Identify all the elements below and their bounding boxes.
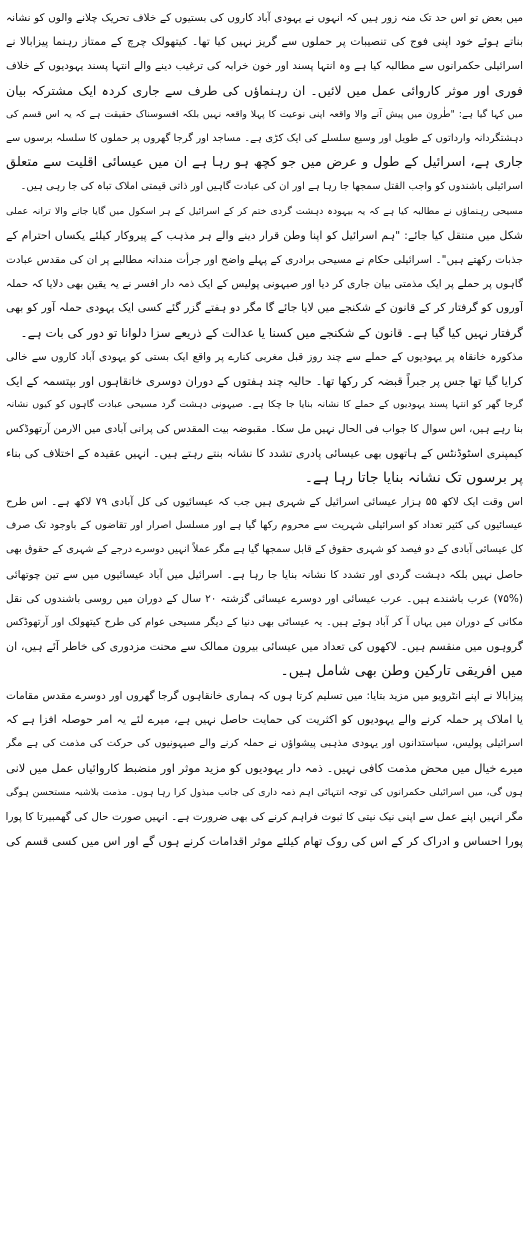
text-line: میں بعض تو اس حد تک منہ زور ہیں کہ انہوں نے یہودی آباد کاروں کی بستیوں کے خلاف تحریک چلانے والوں کو نشانہ [6,12,523,24]
text-line: آوروں کو گرفتار کر کے قانون کے شکنجے میں لایا جائے گا مگر دو ہفتے گزر گئے کسی ایک یہودی حملہ آور کو بھی [6,301,523,315]
article-paragraph [6,345,523,490]
text-line: گرجا گھر کو انتہا پسند یہودیوں کے حملے کا نشانہ بنایا جا چکا ہے۔ صیہونی دہشت گرد مسیحی عبادت گاہوں کو کیوں نشانہ [6,399,523,411]
text-line: میں کہا گیا ہے: "طٰرون میں پیش آنے والا واقعہ اپنی نوعیت کا پہلا واقعہ نہیں بلکہ افسوسناک حقیقت ہے کہ یہ اس قسم کی [6,108,523,120]
text-line: کرایا گیا تھا جس پر جبراً قبضہ کر رکھا تھا۔ حالیہ چند ہفتوں کے دوران دوسری خانقاہوں اور بپتسمہ کے ایک [6,374,523,389]
text-line: فوری اور موثر کاروائی عمل میں لائیں۔ ان رہنماؤں کی طرف سے جاری کردہ ایک مشترکہ بیان [6,82,523,98]
text-line: میں افریقی تارکین وطن بھی شامل ہیں۔ [280,663,523,680]
text-line: (۷۵%) عرب باشندے ہیں۔ عرب عیسائی اور دوسرے عیسائی گزشتہ ۲۰ سال کے دوران میں روسی باشندوں کی نقل [6,592,523,605]
text-line: ہوں گی، میں اسرائیلی حکمرانوں کی توجہ انتہائی اہم ذمہ داری کی جانب مبذول کرا رہا ہوں۔ مذمت بلاشبہ مستحسن ہوگی [6,786,523,798]
text-line: کیمپنری اسٹوڈنٹس کے ہاتھوں بھی عیسائی پادری تشدد کا نشانہ بنتے رہتے ہیں۔ انہیں عقیدہ کے اختلاف کی بناء [6,446,523,460]
text-line: پیزابالا نے اپنے انٹرویو میں مزید بتایا: میں تسلیم کرتا ہوں کہ ہماری خانقاہوں گرجا گھروں اور دوسرے مقدس مقامات [6,689,523,702]
article-paragraph [6,490,523,684]
text-line: مگر انہیں اپنے عمل سے اپنی نیک نیتی کا ثبوت فراہم کرنے کی بھی ضرورت ہے۔ انہیں صورت حال کی گھمبیرتا کا پورا [6,810,523,823]
text-line: گاہوں پر حملے پر ایک مذمتی بیان جاری کر دیا اور صیہونی پولیس کے ایک ذمہ دار افسر نے یہ یقین بھی دلایا کہ حملہ [6,278,523,291]
article-paragraph [6,200,523,345]
text-line: گروہوں میں منقسم ہیں۔ لاکھوں کی تعداد میں عیسائی بیرون ممالک سے محنت مزدوری کی خاطر آئے ہیں، ان [6,640,523,654]
text-line: اسرائیلی باشندوں کو واجب القتل سمجھا جا رہا ہے اور ان کی عبادت گاہیں اور ذاتی قیمتی املاک تباہ کی جا رہی ہیں۔ [20,181,523,193]
text-line: کل عیسائی آبادی کے دو فیصد کو شہری حقوق کے قابل سمجھا گیا ہے مگر عملاً انہیں دوسرے درجے کے شہری کے حقوق بھی [6,544,523,556]
text-line: مکانی کے دوران میں یہاں آ کر آباد ہوئے ہیں۔ یہ عیسائی بھی دنیا کے دیگر مسیحی عوام کی طرح کیتھولک اور آرتھوڈکس [6,617,523,629]
article-paragraph [6,684,523,853]
text-line: شکل میں منتقل کیا جائے: "ہم اسرائیل کو اپنا وطن قرار دینے والے ہر مذہب کے پیروکار کیلئے یکساں احترام کے [6,228,523,242]
text-line: حاصل نہیں بلکہ دہشت گردی اور تشدد کا نشانہ بنایا جا رہا ہے۔ اسرائیل میں آباد عیسائیوں میں سے تین چوتھائی [6,568,523,581]
text-line: پر برسوں تک نشانہ بنایا جاتا رہا ہے۔ [304,469,523,486]
text-line: اسرائیلی پولیس، سیاستدانوں اور یہودی مذہبی پیشواؤں نے حملہ کرنے والے صیہونیوں کی حرکت کی مذمت کی ہے مگر [6,738,523,750]
text-line: مذکورہ خانقاہ پر یہودیوں کے حملے سے چند روز قبل مغربی کنارے پر واقع ایک بستی کو یہودی آباد کاروں سے خالی [6,350,523,363]
text-line: میرے خیال میں محض مذمت کافی نہیں۔ ذمہ دار یہودیوں کو مزید موثر اور منضبط کاروائیاں عمل میں لانی [6,761,523,776]
text-line: جاری ہے، اسرائیل کے طول و عرض میں جو کچھ ہو رہا ہے ان میں عیسائی اقلیت سے متعلق [6,155,523,171]
text-line: عیسائیوں کی کثیر تعداد کو اسرائیلی شہریت سے محروم رکھا گیا ہے اور مسلسل اصرار اور تقاضوں کے باوجود تک صرف [6,520,523,532]
article-paragraph [6,6,523,200]
text-line: اسرائیلی حکمرانوں سے مطالبہ کیا ہے وہ انتہا پسند اور خون خرابہ کی ترغیب دینے والے انتہا پسند یہودیوں کے خلاف [6,60,523,73]
text-line: بنا رہے ہیں، اس سوال کا جواب فی الحال نہیں مل سکا۔ مقبوضہ بیت المقدس کی پرانی آبادی میں الارمن آرتھوڈکس [6,423,523,436]
text-line: اس وقت ایک لاکھ ۵۵ ہزار عیسائی اسرائیل کے شہری ہیں جب کہ عیسائیوں کی کل آبادی ۷۹ لاکھ ہے۔ اس طرح [6,496,523,509]
text-line: پورا احساس و ادراک کر کے اس کی روک تھام کیلئے موثر اقدامات کرنے ہوں گے اور اس میں کسی قسم کی [6,833,523,848]
text-line: یا املاک پر حملہ کرنے والے یہودیوں کو اکثریت کی حمایت حاصل نہیں ہے، میرے لئے یہ امر حوصلہ افزا ہے کہ [6,712,523,726]
text-line: جذبات رکھتے ہیں"۔ اسرائیلی حکام نے مسیحی برادری کے پہلے واضح اور جرأت مندانہ مطالبے پر ان کی مقدس عبادت [6,254,523,267]
text-line: مسیحی رہنماؤں نے مطالبہ کیا ہے کہ یہ بیہودہ دہشت گردی ختم کر کے اسرائیل کے ہر اسکول میں گایا جانے والا ترانہ عملی [6,205,523,217]
text-line: دہشتگردانہ وارداتوں کے طویل اور وسیع سلسلے کی ایک کڑی ہے۔ مساجد اور گرجا گھروں پر حملوں کا سلسلہ برسوں سے [6,133,523,145]
text-line: بناتے ہوئے خود اپنی فوج کی تنصیبات پر حملوں سے گریز نہیں کیا تھا۔ کیتھولک چرچ کے ممتاز رہنما پیزابالا نے [6,35,523,49]
text-line: گرفتار نہیں کیا گیا ہے۔ قانون کے شکنجے میں کسنا یا عدالت کے ذریعے سزا دلوانا تو دور کی بات ہے۔ [20,325,523,340]
